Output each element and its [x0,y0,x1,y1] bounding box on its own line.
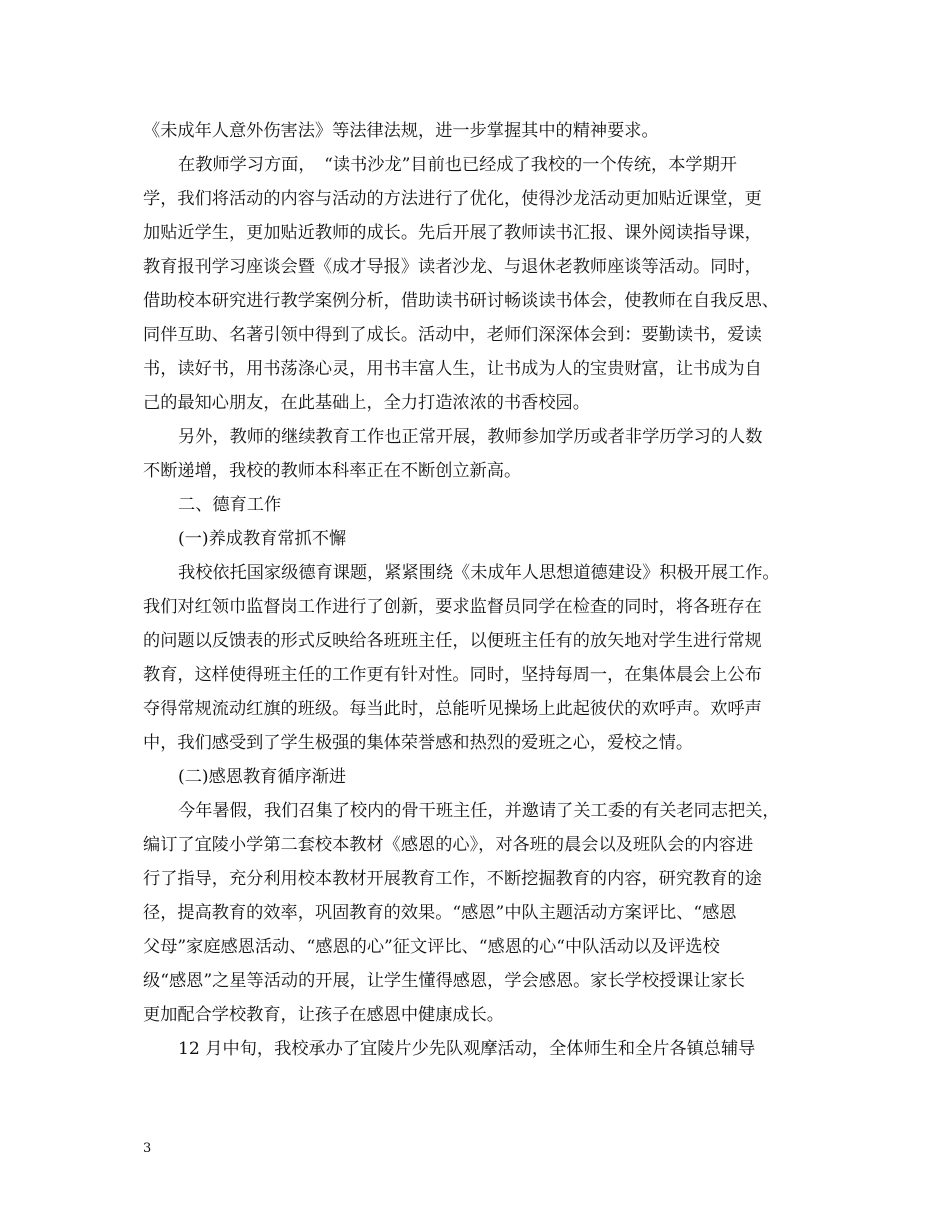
text-line: 借助校本研究进行教学案例分析，借助读书研讨畅谈读书体会，使教师在自我反思、 [143,291,779,311]
text-line: 教育，这样使得班主任的工作更有针对性。同时，坚持每周一，在集体晨会上公布 [143,665,762,685]
section-heading: 二、德育工作 [178,495,282,515]
text-line: 同伴互助、名著引领中得到了成长。活动中，老师们深深体会到：要勤读书，爱读 [143,325,762,345]
text-line: 不断递增，我校的教师本科率正在不断创立新高。 [143,461,522,481]
text-line: 更加配合学校教育，让孩子在感恩中健康成长。 [143,1005,504,1025]
text-line: 父母”家庭感恩活动、“感恩的心”征文评比、“感恩的心“中队活动以及评选校 [143,937,720,957]
text-line: 己的最知心朋友，在此基础上，全力打造浓浓的书香校园。 [143,393,590,413]
text-line: 级“感恩”之星等活动的开展，让学生懂得感恩，学会感恩。家长学校授课让家长 [143,971,745,991]
text-line: 的问题以反馈表的形式反映给各班班主任，以便班主任有的放矢地对学生进行常规 [143,631,762,651]
text-line: 我校依托国家级德育课题，紧紧围绕《未成年人思想道德建设》积极开展工作。 [178,563,780,583]
text-line: 教育报刊学习座谈会暨《成才导报》读者沙龙、与退休老教师座谈等活动。同时， [143,257,762,277]
text-line: 编订了宜陵小学第二套校本教材《感恩的心》，对各班的晨会以及班队会的内容进 [143,835,754,855]
text-line: 《未成年人意外伤害法》等法律法规，进一步掌握其中的精神要求。 [143,121,659,141]
subsection-heading: (一)养成教育常抓不懈 [178,529,347,549]
text-line: 书，读好书，用书荡涤心灵，用书丰富人生，让书成为人的宝贵财富，让书成为自 [143,359,762,379]
text-line: 径，提高教育的效率，巩固教育的效果。“感恩”中队主题活动方案评比、“感恩 [143,903,737,923]
text-line: 学，我们将活动的内容与活动的方法进行了优化，使得沙龙活动更加贴近课堂，更 [143,189,762,209]
text-line: 12 月中旬，我校承办了宜陵片少先队观摩活动，全体师生和全片各镇总辅导 [178,1039,756,1059]
text-line: 今年暑假，我们召集了校内的骨干班主任，并邀请了关工委的有关老同志把关， [178,801,780,821]
text-line: 行了指导，充分利用校本教材开展教育工作，不断挖掘教育的内容，研究教育的途 [143,869,762,889]
text-line: 我们对红领巾监督岗工作进行了创新，要求监督员同学在检查的同时，将各班存在 [143,597,762,617]
text-line: 另外，教师的继续教育工作也正常开展，教师参加学历或者非学历学习的人数 [178,427,763,447]
text-line: 在教师学习方面， “读书沙龙”目前也已经成了我校的一个传统，本学期开 [178,155,737,175]
page-number: 3 [143,1141,152,1156]
text-line: 夺得常规流动红旗的班级。每当此时，总能听见操场上此起彼伏的欢呼声。欢呼声 [143,699,762,719]
text-line: 中，我们感受到了学生极强的集体荣誉感和热烈的爱班之心，爱校之情。 [143,733,694,753]
text-line: 加贴近学生，更加贴近教师的成长。先后开展了教师读书汇报、课外阅读指导课， [143,223,762,243]
subsection-heading: (二)感恩教育循序渐进 [178,767,347,787]
